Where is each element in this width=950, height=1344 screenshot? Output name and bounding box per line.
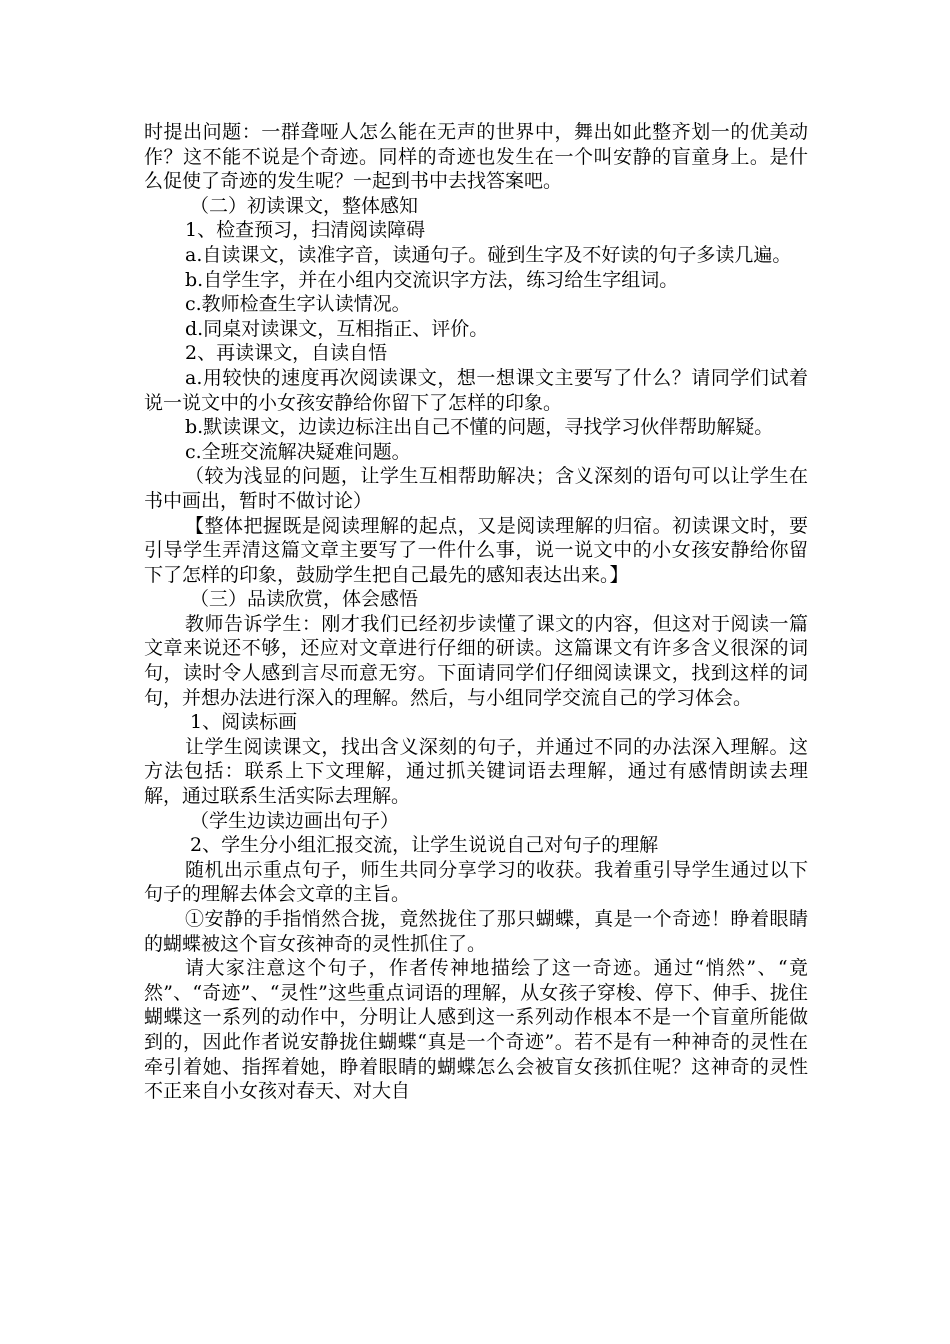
subsection-heading: 2、再读课文，自读自悟	[185, 342, 388, 365]
commentary-paragraph: 【整体把握既是阅读理解的起点，又是阅读理解的归宿。初读课文时，要引导学生弄清这篇文章主要写了一件什么事，说一说文中的小女孩安静给你留下了怎样的印象，鼓励学生把自己最先的感知表达出来。】	[144, 514, 808, 586]
list-item: d.同桌对读课文，互相指正、评价。	[185, 317, 489, 340]
quoted-sentence: ①安静的手指悄然合拢，竟然拢住了那只蝴蝶，真是一个奇迹！睁着眼睛的蝴蝶被这个盲女孩神奇的灵性抓住了。	[144, 908, 808, 955]
document-page	[144, 120, 808, 1104]
list-item: a.用较快的速度再次阅读课文，想一想课文主要写了什么？请同学们试着说一说文中的小女孩安静给你留下了怎样的印象。	[144, 366, 808, 414]
paragraph: 时提出问题：一群聋哑人怎么能在无声的世界中，舞出如此整齐划一的优美动作？这不能不说是个奇迹。同样的奇迹也发生在一个叫安静的盲童身上。是什么促使了奇迹的发生呢？一起到书中去找答案吧。	[144, 121, 808, 193]
subsection-heading: 1、检查预习，扫清阅读障碍	[185, 219, 426, 242]
list-item: c.全班交流解决疑难问题。	[185, 440, 411, 463]
paragraph: 教师告诉学生：刚才我们已经初步读懂了课文的内容，但这对于阅读一篇文章来说还不够，还应对文章进行仔细的研读。这篇课文有许多含义很深的词句，读时令人感到言尽而意无穷。下面请同学们仔细阅读课文，找到这样的词句，并想办法进行深入的理解。然后，与小组同学交流自己的学习体会。	[144, 612, 808, 709]
paragraph: 让学生阅读课文，找出含义深刻的句子，并通过不同的办法深入理解。这方法包括：联系上下文理解，通过抓关键词语去理解，通过有感情朗读去理解，通过联系生活实际去理解。	[144, 735, 808, 808]
subsection-heading: 1、阅读标画	[190, 711, 298, 734]
paragraph: 随机出示重点句子，师生共同分享学习的收获。我着重引导学生通过以下句子的理解去体会文章的主旨。	[144, 858, 808, 906]
note-paragraph: （学生边读边画出句子）	[190, 809, 400, 832]
note-paragraph: （较为浅显的问题，让学生互相帮助解决；含义深刻的语句可以让学生在书中画出，暂时不做讨论）	[144, 465, 808, 512]
paragraph: 请大家注意这个句子，作者传神地描绘了这一奇迹。通过“悄然”、“竟然”、“奇迹”、“灵性”这些重点词语的理解，从女孩子穿梭、停下、伸手、拢住蝴蝶这一系列的动作中，分明让人感到这一系列动作根本不是一个盲童所能做到的，因此作者说安静拢住蝴蝶“真是一个奇迹”。若不是有一种神奇的灵性在牵引着她、指挥着她，睁着眼睛的蝴蝶怎么会被盲女孩抓住呢？这神奇的灵性不正来自小女孩对春天、对大自	[144, 957, 808, 1103]
list-item: b.自学生字，并在小组内交流识字方法，练习给生字组词。	[185, 268, 679, 291]
section-heading: （三）品读欣赏，体会感悟	[190, 588, 419, 611]
list-item: b.默读课文，边读边标注出自己不懂的问题，寻找学习伙伴帮助解疑。	[185, 416, 774, 439]
subsection-heading: 2、学生分小组汇报交流，让学生说说自己对句子的理解	[190, 834, 659, 857]
list-item: a.自读课文，读准字音，读通句子。碰到生字及不好读的句子多读几遍。	[185, 243, 792, 266]
list-item: c.教师检查生字认读情况。	[185, 293, 411, 316]
section-heading: （二）初读课文，整体感知	[190, 194, 419, 217]
